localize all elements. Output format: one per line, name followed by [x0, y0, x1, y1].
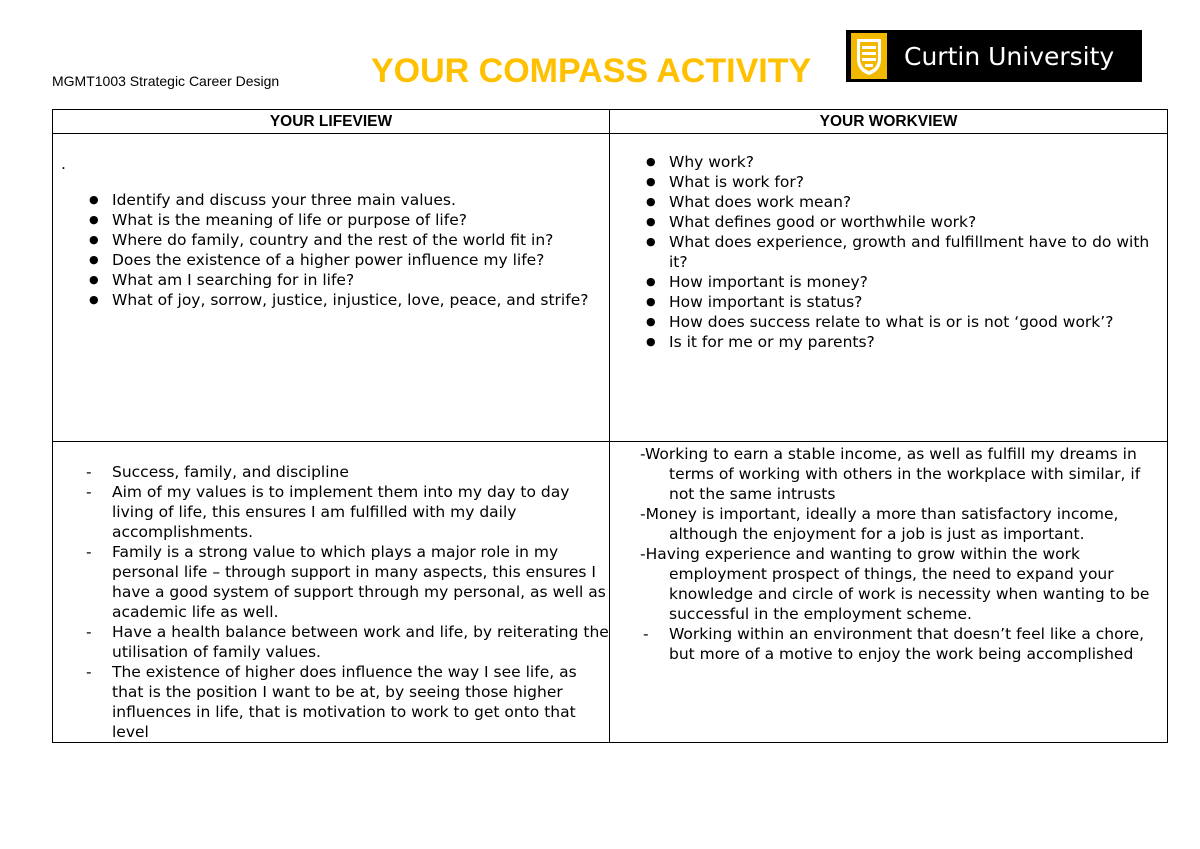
list-item: ● What am I searching for in life? [53, 270, 609, 290]
list-item: -Having experience and wanting to grow within the work employment prospect of things, the need to expand your knowledge and circle of work is necessity when wanting to be successful in the employment scheme. [640, 545, 1150, 623]
header-row [53, 110, 1168, 134]
list-item: ● Identify and discuss your three main values. [53, 190, 609, 210]
list-item: ● What does experience, growth and fulfillment have to do with it? [610, 232, 1167, 272]
list-item: ● What does work mean? [610, 192, 1167, 212]
workview-prompts [610, 134, 1168, 442]
workview-answers [610, 442, 1168, 743]
list-item: ● What of joy, sorrow, justice, injustice, love, peace, and strife? [53, 290, 609, 310]
list-item: - Working within an environment that doesn’t feel like a chore, but more of a motive to enjoy the work being accomplished [610, 624, 1167, 664]
compass-table [52, 109, 1168, 743]
list-item: - Family is a strong value to which plays a major role in my personal life – through support in many aspects, this ensures I have a good system of support through my personal, as well as academic life as well. [53, 542, 609, 622]
list-item: ● Where do family, country and the rest of the world fit in? [53, 230, 609, 250]
prompt-row [53, 134, 1168, 442]
stray-period: . [61, 155, 66, 173]
course-code: MGMT1003 Strategic Career Design [52, 73, 280, 89]
list-item: ● Is it for me or my parents? [610, 332, 1167, 352]
list-item: ● What is work for? [610, 172, 1167, 192]
list-item: -Working to earn a stable income, as well as fulfill my dreams in terms of working with others in the workplace with similar, if not the same intrusts [640, 445, 1141, 503]
workview-header: YOUR WORKVIEW [610, 110, 1168, 134]
list-item: - Aim of my values is to implement them into my day to day living of life, this ensures I am fulfilled with my daily accomplishments. [53, 482, 609, 542]
list-item: - Have a health balance between work and life, by reiterating the utilisation of family values. [53, 622, 609, 662]
list-item: ● What defines good or worthwhile work? [610, 212, 1167, 232]
list-item: - The existence of higher does influence the way I see life, as that is the position I want to be at, by seeing those higher influences in life, that is motivation to work to get onto that level [53, 662, 609, 742]
page-title: YOUR COMPASS ACTIVITY [371, 52, 812, 90]
list-item: ● What is the meaning of life or purpose of life? [53, 210, 609, 230]
list-item: ● How important is status? [610, 292, 1167, 312]
lifeview-prompts [53, 134, 610, 442]
list-item: -Money is important, ideally a more than satisfactory income, although the enjoyment for a job is just as important. [640, 505, 1119, 543]
list-item: ● How important is money? [610, 272, 1167, 292]
list-item: ● How does success relate to what is or is not ‘good work’? [610, 312, 1167, 332]
list-item: ● Why work? [610, 152, 1167, 172]
curtin-logo [846, 30, 1142, 82]
answer-row [53, 442, 1168, 743]
lifeview-answers [53, 442, 610, 743]
lifeview-header: YOUR LIFEVIEW [53, 110, 610, 134]
list-item: ● Does the existence of a higher power influence my life? [53, 250, 609, 270]
logo-wordmark: Curtin University [904, 41, 1115, 71]
crest-icon [846, 30, 892, 82]
list-item: - Success, family, and discipline [53, 462, 609, 482]
